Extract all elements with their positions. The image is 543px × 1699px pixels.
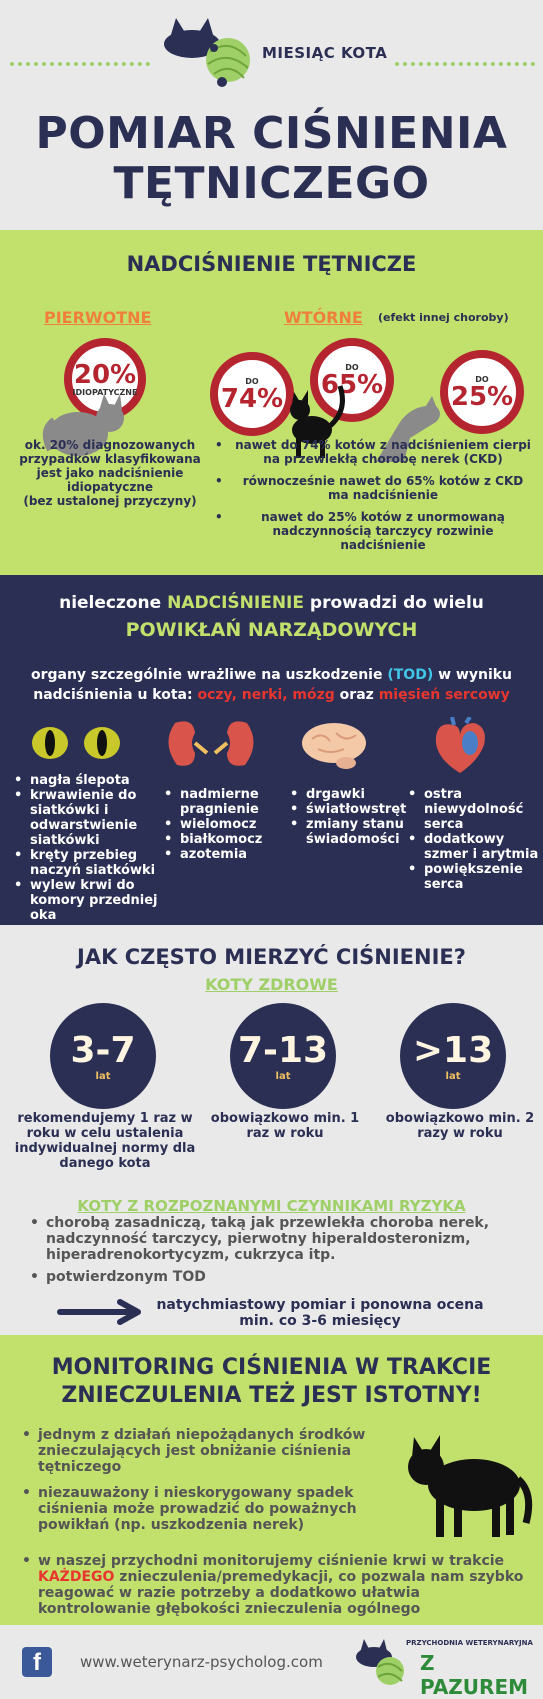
risk-factors-title: KOTY Z ROZPOZNANYMI CZYNNIKAMI RYZYKA [77,1197,466,1215]
hypertension-section [0,230,543,575]
stat-value: 65% [320,369,384,400]
list-item: • zmiany stanu świadomości [290,817,408,847]
dotted-line-right [395,62,535,66]
brand-name: Z PAZUREM [420,1651,529,1699]
list-item: • nawet do 25% kotów z unormowaną nadczynnością tarczycy rozwinie nadciśnienie [215,510,535,552]
frequency-title: JAK CZĘSTO MIERZYĆ CIŚNIENIE? [77,945,466,969]
list-item: • ostra niewydolność serca [408,787,540,832]
stat-sub: IDIOPATYCZNE [72,387,138,397]
cat-eyes-icon [30,723,122,763]
monitoring-list [22,1427,382,1533]
list-item: • drgawki [290,787,408,802]
list-item: • białkomocz [164,832,284,847]
primary-label: PIERWOTNE [44,308,152,327]
secondary-label: WTÓRNE [284,308,363,327]
clinic-logo-icon [350,1631,410,1691]
monitoring-title-line1: MONITORING CIŚNIENIA W TRAKCIE [51,1355,492,1380]
intro-tod: (TOD) [387,667,434,683]
primary-description [10,438,210,508]
primary-text-line: idiopatyczne [66,480,154,494]
age-text-7-13: obowiązkowo min. 1 raz w roku [210,1111,360,1141]
month-label: MIESIĄC KOTA [262,44,388,62]
list-item: • azotemia [164,847,284,862]
stat-prefix: DO [345,362,359,372]
stat-value: 74% [220,383,284,414]
dotted-line-left [10,62,150,66]
age-text-3-7: rekomendujemy 1 raz w roku w celu ustalenia indywidualnej normy dla danego kota [14,1111,196,1171]
website-link[interactable]: www.weterynarz-psycholog.com [80,1653,323,1671]
heart-icon [430,717,490,777]
secondary-note: (efekt innej choroby) [378,311,509,324]
age-range: 7-13 [237,1030,329,1071]
age-text-13-plus: obowiązkowo min. 2 razy w roku [385,1111,535,1141]
age-circle-3-7 [50,1003,156,1109]
primary-text-line: ok. 20% diagnozowanych [24,438,196,452]
header-section [0,0,543,230]
secondary-list [215,438,535,552]
intro-text: nadciśnienia u kota: [33,687,198,703]
page-title-line1: POMIAR CIŚNIENIA [35,108,508,159]
organ-intro-line2 [0,687,543,703]
facebook-icon[interactable]: f [22,1647,52,1677]
kidney-symptoms-list [164,787,284,862]
kidneys-icon [165,713,257,773]
brain-symptoms-list [290,787,408,847]
primary-text-line: przypadków klasyfikowana [19,452,201,466]
stat-value: 20% [73,359,137,390]
brain-icon [300,721,370,771]
arrow-text: natychmiastowy pomiar i ponowna ocena min. co 3-6 miesięcy [156,1297,484,1329]
heart-symptoms-list [408,787,540,892]
age-range: 3-7 [70,1030,136,1071]
monitoring-section [0,1335,543,1625]
age-unit: lat [275,1071,291,1082]
headline-text: prowadzi do wielu [304,593,484,613]
list-item: • potwierdzonym TOD [30,1269,535,1285]
monitoring-clinic-note [22,1553,527,1617]
organ-damage-section [0,575,543,925]
primary-text-line: jest jako nadciśnienie [36,466,184,480]
stat-circle-25 [440,350,524,434]
list-item: • nawet do 74% kotów z nadciśnieniem cierpi na przewlekłą chorobę nerek (CKD) [215,438,535,466]
primary-text-line: (bez ustalonej przyczyny) [23,494,197,508]
list-item: • jednym z działań niepożądanych środków znieczulających jest obniżanie ciśnienia tętniczego [22,1427,382,1475]
intro-text: oraz [334,687,379,703]
list-item: • niezauważony i nieskorygowany spadek ciśnienia może prowadzić do poważnych powikłań (np. uszkodzenia nerek) [22,1485,382,1533]
note-highlight: KAŻDEGO [38,1569,115,1585]
stat-prefix: DO [245,376,259,386]
list-item: • światłowstręt [290,802,408,817]
list-item: • powiększenie serca [408,862,540,892]
page-title-line2: TĘTNICZEGO [113,158,430,209]
age-circle-13-plus [400,1003,506,1109]
note-text: w naszej przychodni monitorujemy ciśnienie krwi w trakcie [38,1553,505,1569]
list-item: • kręty przebieg naczyń siatkówki [14,848,164,878]
list-item: • nadmierne pragnienie [164,787,284,817]
frequency-section [0,925,543,1335]
age-unit: lat [445,1071,461,1082]
intro-text: w wyniku [433,667,513,683]
list-item [22,1553,527,1617]
list-item: • wielomocz [164,817,284,832]
note-text: znieczulenia/premedykacji, co pozwala nam szybko reagować w razie potrzeby a dodatkowo ułatwia kontrolowanie głębokości znieczulenia ogólnego [38,1569,524,1617]
age-range: >13 [412,1030,494,1071]
stat-prefix: DO [475,374,489,384]
intro-heart: mięsień sercowy [378,687,510,703]
list-item: • dodatkowy szmer i arytmia [408,832,540,862]
stat-value: 25% [450,381,514,412]
list-item: • chorobą zasadniczą, taką jak przewlekła choroba nerek, nadczynność tarczycy, pierwotny hiperaldosteronizm, hiperadrenokortycyzm, cukrzyca itp. [30,1215,535,1263]
healthy-cats-label: KOTY ZDROWE [205,975,338,994]
cat-yarn-logo-icon [152,8,260,88]
headline-highlight: NADCIŚNIENIE [167,593,304,613]
age-circle-7-13 [230,1003,336,1109]
brand-subtitle: PRZYCHODNIA WETERYNARYJNA [406,1639,533,1647]
intro-text: organy szczególnie wrażliwe na uszkodzenie [30,667,388,683]
footer-section [0,1625,543,1697]
arrow-right-icon [56,1299,144,1325]
intro-organs: oczy, nerki, mózg [197,687,335,703]
organ-headline-line2: POWIKŁAŃ NARZĄDOWYCH [125,619,418,641]
list-item: • nagła ślepota [14,773,164,788]
list-item: • krwawienie do siatkówki i odwarstwienie siatkówki [14,788,164,848]
headline-text: nieleczone [59,593,168,613]
hypertension-title: NADCIŚNIENIE TĘTNICZE [126,252,417,276]
risk-factors-list [30,1215,535,1285]
age-unit: lat [95,1071,111,1082]
monitoring-title-line2: ZNIECZULENIA TEŻ JEST ISTOTNY! [61,1383,482,1408]
list-item: • równocześnie nawet do 65% kotów z CKD ma nadciśnienie [215,474,535,502]
list-item: • wylew krwi do komory przedniej oka [14,878,164,923]
organ-headline-line1 [0,593,543,613]
organ-intro-line1 [0,667,543,683]
cat-black-walking-icon [384,1423,534,1543]
eye-symptoms-list [14,773,164,923]
